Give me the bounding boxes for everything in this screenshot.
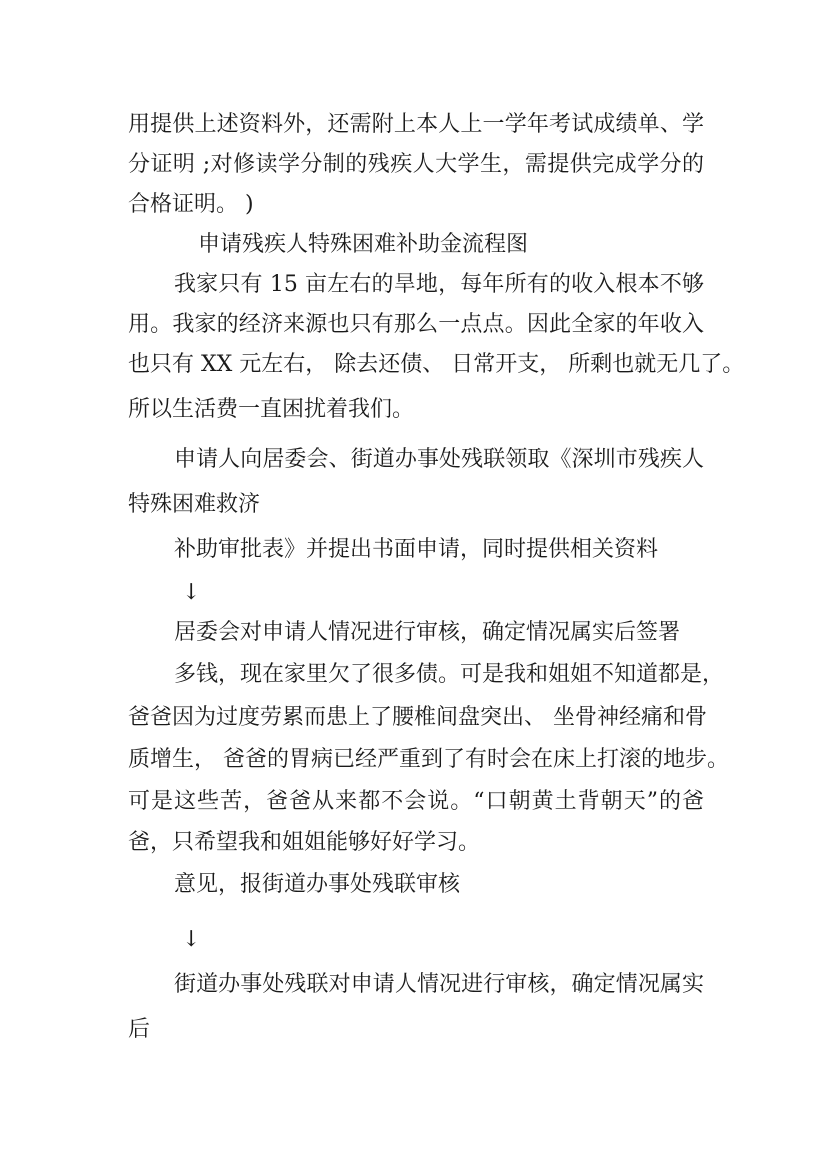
flow-arrow-icon: ↓	[182, 927, 201, 952]
paragraph-line: 用提供上述资料外，还需附上本人上一学年考试成绩单、学	[128, 112, 704, 137]
flow-step-line: 补助审批表》并提出书面申请，同时提供相关资料	[174, 537, 659, 562]
paragraph-line: 可是这些苦，爸爸从来都不会说。“口朝黄土背朝天”的爸	[128, 789, 704, 814]
paragraph-line: 也只有 XX 元左右， 除去还债、 日常开支， 所剩也就无几了。	[128, 352, 745, 377]
section-title: 申请残疾人特殊困难补助金流程图	[198, 232, 529, 257]
paragraph-line: 多钱，现在家里欠了很多债。可是我和姐姐不知道都是，	[174, 662, 725, 687]
flow-arrow-icon: ↓	[182, 580, 201, 605]
paragraph-line: 用。我家的经济来源也只有那么一点点。因此全家的年收入	[128, 312, 704, 337]
paragraph-line: 我家只有 15 亩左右的旱地，每年所有的收入根本不够	[174, 272, 704, 297]
paragraph-line: 质增生， 爸爸的胃病已经严重到了有时会在床上打滚的地步。	[128, 747, 729, 772]
flow-step-line: 街道办事处残联对申请人情况进行审核，确定情况属实	[174, 972, 704, 997]
paragraph-line: 分证明 ;对修读学分制的残疾人大学生，需提供完成学分的	[128, 152, 704, 177]
paragraph-line: 所以生活费一直困扰着我们。	[128, 397, 415, 422]
flow-step-line: 意见，报街道办事处残联审核	[174, 872, 461, 897]
paragraph-line: 爸爸因为过度劳累而患上了腰椎间盘突出、 坐骨神经痛和骨	[128, 705, 707, 730]
paragraph-line: 合格证明。 )	[128, 192, 254, 217]
flow-step-line: 居委会对申请人情况进行审核，确定情况属实后签署	[174, 620, 681, 645]
paragraph-line: 爸，只希望我和姐姐能够好好学习。	[128, 830, 481, 855]
flow-step-line: 特殊困难救济	[128, 492, 261, 517]
flow-step-line: 申请人向居委会、街道办事处残联领取《深圳市残疾人	[174, 447, 704, 472]
flow-step-line: 后	[128, 1017, 151, 1042]
